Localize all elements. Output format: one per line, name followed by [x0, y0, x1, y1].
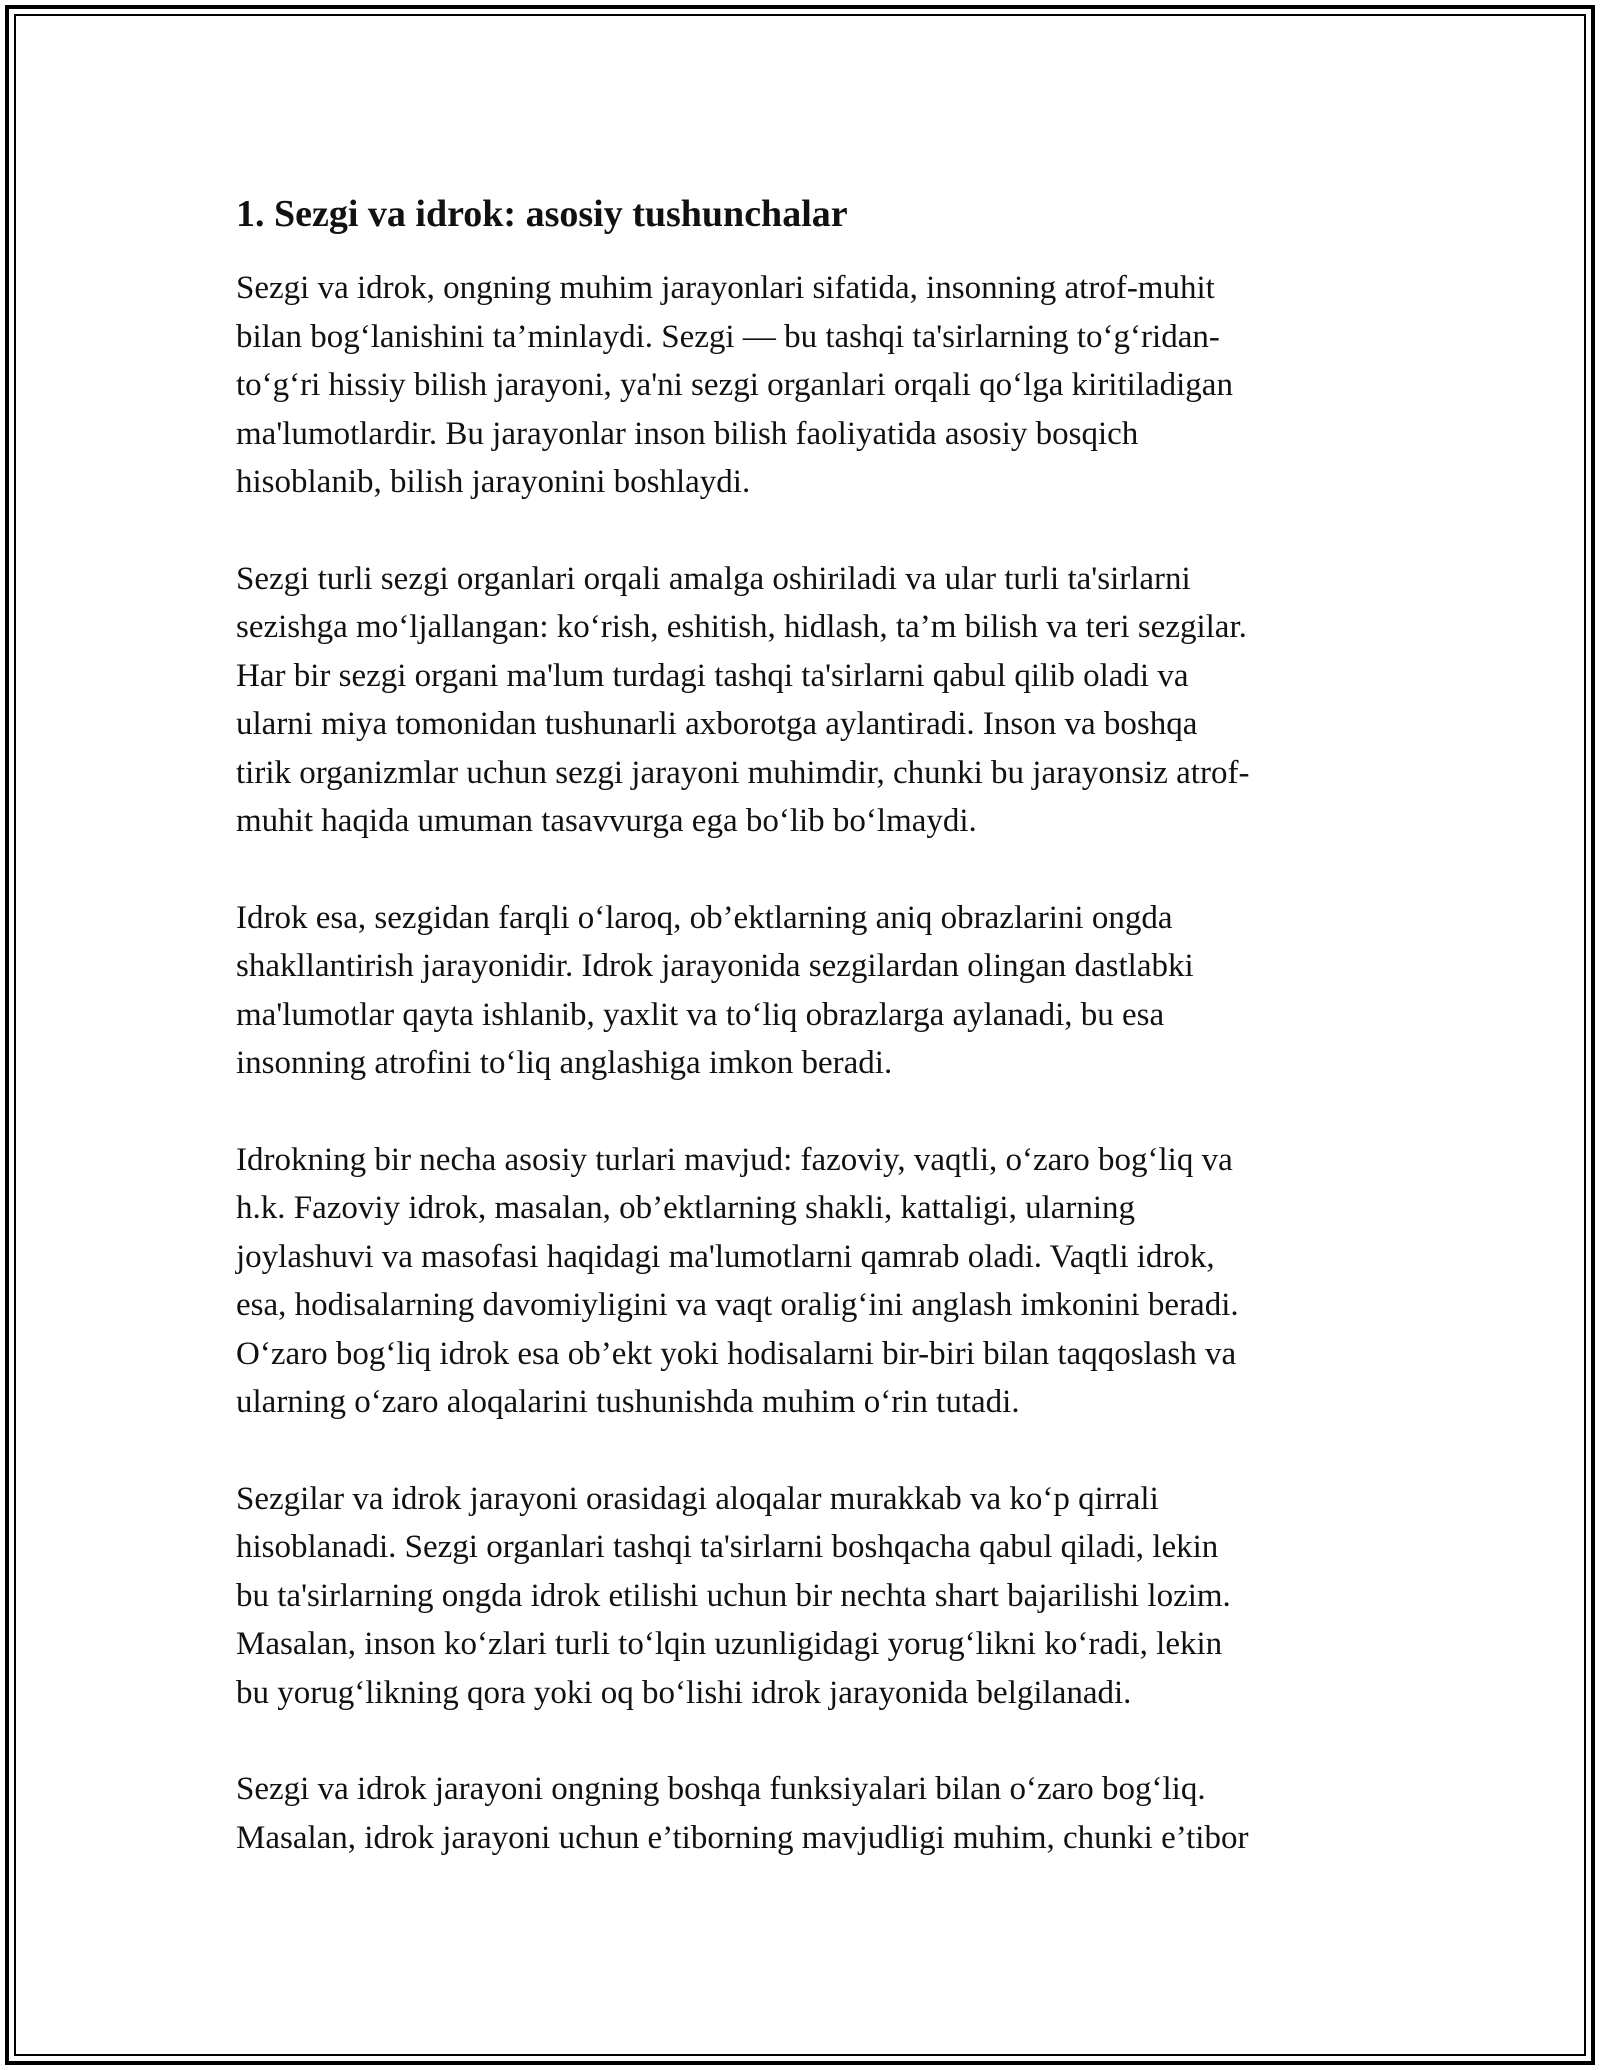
paragraph-3: Idrok esa, sezgidan farqli o‘laroq, ob’ektlarning aniq obrazlarini ongda shakllantirish jarayonidir. Idrok jarayonida sezgilardan olingan dastlabki ma'lumotlar qayta ishlanib, yaxlit va to‘liq obrazlarga aylanadi, bu esa insonning atrofini to‘liq anglashiga imkon beradi.	[236, 899, 1194, 1081]
paragraph-6: Sezgi va idrok jarayoni ongning boshqa funksiyalari bilan o‘zaro bog‘liq. Masalan, idrok jarayoni uchun e’tiborning mavjudligi muhim, chunki e’tibor	[236, 1771, 1249, 1856]
paragraph-5: Sezgilar va idrok jarayoni orasidagi aloqalar murakkab va ko‘p qirrali hisoblanadi. Sezgi organlari tashqi ta'sirlarni boshqacha qabul qiladi, lekin bu ta'sirlarning ongda idrok etilishi uchun bir nechta shart bajarilishi lozim. Masalan, inson ko‘zlari turli to‘lqin uzunligidagi yorug‘likni ko‘radi, lekin bu yorug‘likning qora yoki oq bo‘lishi idrok jarayonida belgilanadi.	[236, 1480, 1231, 1711]
document-body	[236, 188, 1366, 1862]
paragraph-4: Idrokning bir necha asosiy turlari mavjud: fazoviy, vaqtli, o‘zaro bog‘liq va h.k. Fazoviy idrok, masalan, ob’ektlarning shakli, kattaligi, ularning joylashuvi va masofasi haqidagi ma'lumotlarni qamrab oladi. Vaqtli idrok, esa, hodisalarning davomiyligini va vaqt oralig‘ini anglash imkonini beradi. O‘zaro bog‘liq idrok esa ob’ekt yoki hodisalarni bir-biri bilan taqqoslash va ularning o‘zaro aloqalarini tushunishda muhim o‘rin tutadi.	[236, 1141, 1239, 1420]
paragraph-1: Sezgi va idrok, ongning muhim jarayonlari sifatida, insonning atrof-muhit bilan bog‘lanishini ta’minlaydi. Sezgi — bu tashqi ta'sirlarning to‘g‘ridan- to‘g‘ri hissiy bilish jarayoni, ya'ni sezgi organlari orqali qo‘lga kiritiladigan ma'lumotlardir. Bu jarayonlar inson bilish faoliyatida asosiy bosqich hisoblanib, bilish jarayonini boshlaydi.	[236, 270, 1233, 500]
paragraph-2: Sezgi turli sezgi organlari orqali amalga oshiriladi va ular turli ta'sirlarni sezishga mo‘ljallangan: ko‘rish, eshitish, hidlash, ta’m bilish va teri sezgilar. Har bir sezgi organi ma'lum turdagi tashqi ta'sirlarni qabul qilib oladi va ularni miya tomonidan tushunarli axborotga aylantiradi. Inson va boshqa tirik organizmlar uchun sezgi jarayoni muhimdir, chunki bu jarayonsiz atrof- muhit haqida umuman tasavvurga ega bo‘lib bo‘lmaydi.	[236, 560, 1250, 839]
section-heading: 1. Sezgi va idrok: asosiy tushunchalar	[236, 193, 848, 235]
